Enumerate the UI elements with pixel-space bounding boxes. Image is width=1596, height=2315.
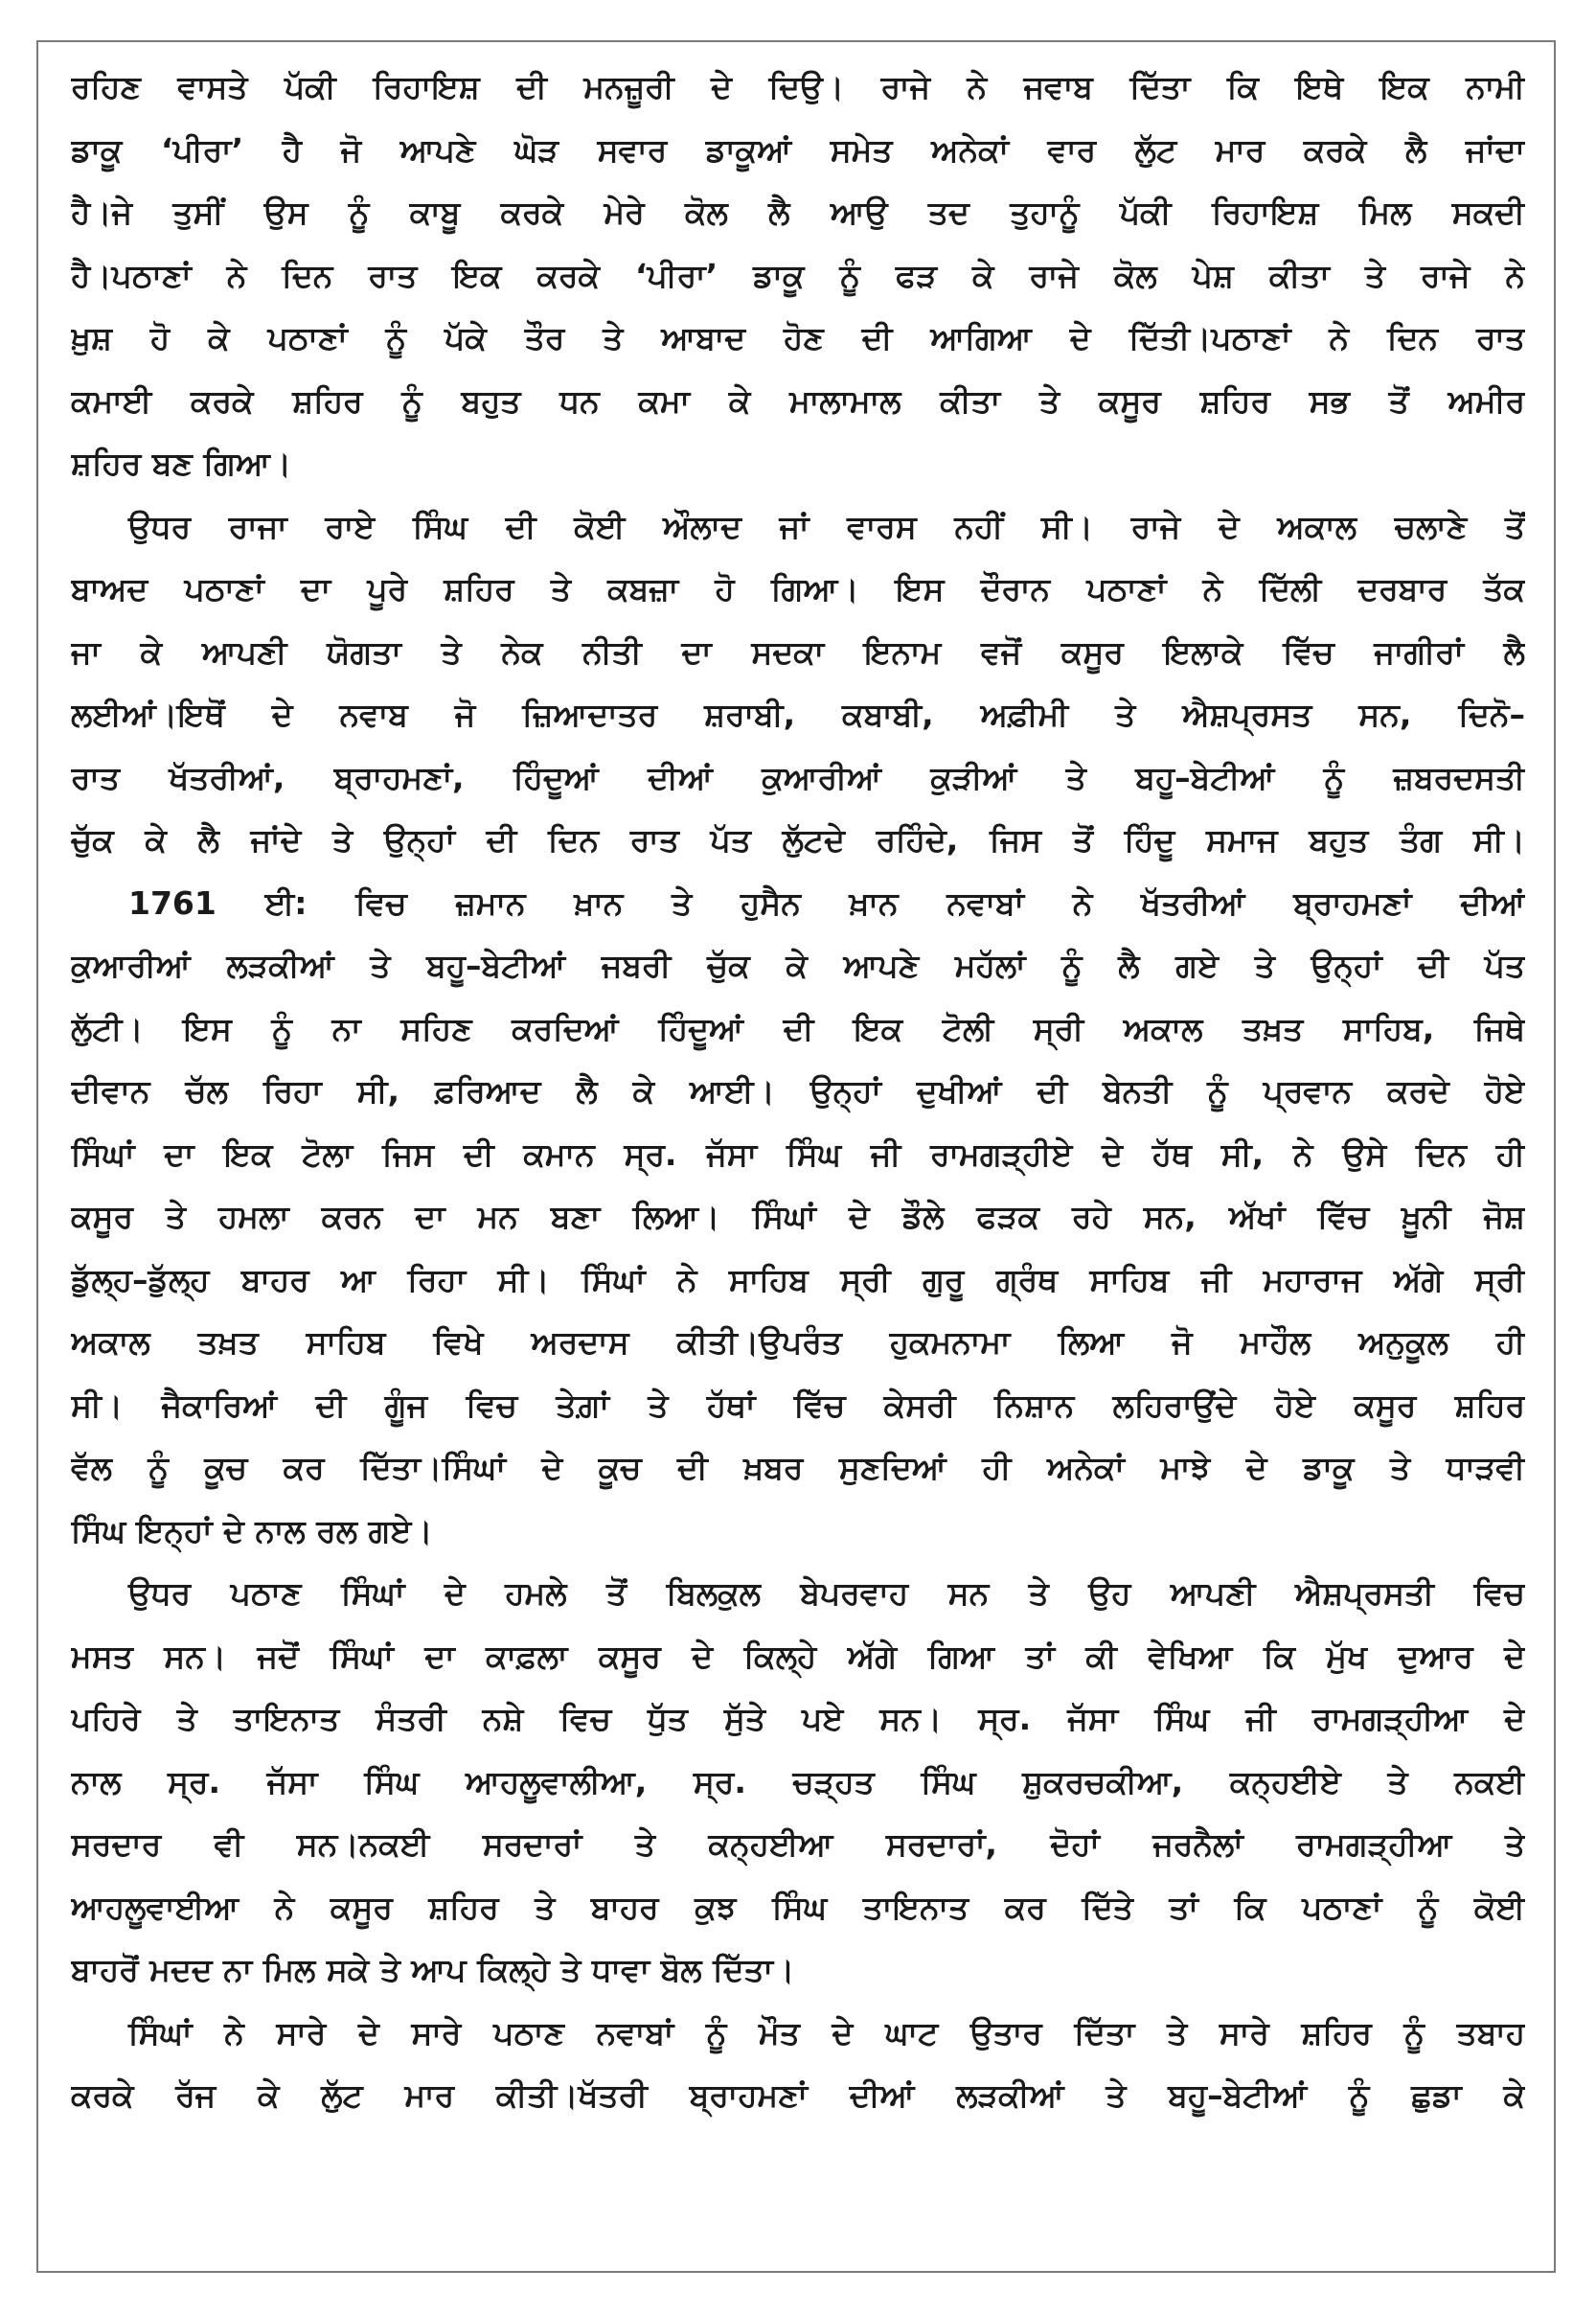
paragraph [71, 872, 1525, 1563]
text-line: ਰਾਤ ਖੱਤਰੀਆਂ, ਬ੍ਰਾਹਮਣਾਂ, ਹਿੰਦੂਆਂ ਦੀਆਂ ਕੁਆਰੀਆਂ ਕੁੜੀਆਂ ਤੇ ਬਹੂ–ਬੇਟੀਆਂ ਨੂੰ ਜ਼ਬਰਦਸਤੀ [71, 758, 1525, 796]
text-line: ਅਕਾਲ ਤਖ਼ਤ ਸਾਹਿਬ ਵਿਖੇ ਅਰਦਾਸ ਕੀਤੀ।ਉਪਰੰਤ ਹੁਕਮਨਾਮਾ ਲਿਆ ਜੋ ਮਾਹੌਲ ਅਨੁਕੂਲ ਹੀ [71, 1323, 1525, 1361]
paragraph [71, 1562, 1525, 2002]
text-line: ਕੁਆਰੀਆਂ ਲੜਕੀਆਂ ਤੇ ਬਹੂ–ਬੇਟੀਆਂ ਜਬਰੀ ਚੁੱਕ ਕੇ ਆਪਣੇ ਮਹੱਲਾਂ ਨੂੰ ਲੈ ਗਏ ਤੇ ਉਨ੍ਹਾਂ ਦੀ ਪੱਤ [71, 947, 1525, 984]
text-line: ਸਿੰਘ ਇਨ੍ਹਾਂ ਦੇ ਨਾਲ ਰਲ ਗਏ। [71, 1511, 433, 1549]
text-line: ਆਹਲੂਵਾਈਆ ਨੇ ਕਸੂਰ ਸ਼ਹਿਰ ਤੇ ਬਾਹਰ ਕੁਝ ਸਿੰਘ ਤਾਇਨਾਤ ਕਰ ਦਿੱਤੇ ਤਾਂ ਕਿ ਪਠਾਣਾਂ ਨੂੰ ਕੋਈ [71, 1888, 1525, 1926]
page-body-text [71, 56, 1525, 2127]
text-line: ਡਾਕੂ ‘ਪੀਰਾ’ ਹੈ ਜੋ ਆਪਣੇ ਘੋੜ ਸਵਾਰ ਡਾਕੂਆਂ ਸਮੇਤ ਅਨੇਕਾਂ ਵਾਰ ਲੁੱਟ ਮਾਰ ਕਰਕੇ ਲੈ ਜਾਂਦਾ [71, 130, 1525, 169]
text-line: 1761 ਈ: ਵਿਚ ਜ਼ਮਾਨ ਖ਼ਾਨ ਤੇ ਹੁਸੈਨ ਖ਼ਾਨ ਨਵਾਬਾਂ ਨੇ ਖੱਤਰੀਆਂ ਬ੍ਰਾਹਮਣਾਂ ਦੀਆਂ [128, 883, 1525, 922]
paragraph [71, 495, 1525, 872]
text-line: ਸ਼ਹਿਰ ਬਣ ਗਿਆ। [71, 445, 292, 482]
text-line: ਚੁੱਕ ਕੇ ਲੈ ਜਾਂਦੇ ਤੇ ਉਨ੍ਹਾਂ ਦੀ ਦਿਨ ਰਾਤ ਪੱਤ ਲੁੱਟਦੇ ਰਹਿੰਦੇ, ਜਿਸ ਤੋਂ ਹਿੰਦੂ ਸਮਾਜ ਬਹੁਤ ਤੰਗ ਸੀ। [71, 821, 1525, 859]
text-line: ਜਾ ਕੇ ਆਪਣੀ ਯੋਗਤਾ ਤੇ ਨੇਕ ਨੀਤੀ ਦਾ ਸਦਕਾ ਇਨਾਮ ਵਜੋਂ ਕਸੂਰ ਇਲਾਕੇ ਵਿੱਚ ਜਾਗੀਰਾਂ ਲੈ [71, 632, 1525, 671]
text-line: ਸਿੰਘਾਂ ਨੇ ਸਾਰੇ ਦੇ ਸਾਰੇ ਪਠਾਣ ਨਵਾਬਾਂ ਨੂੰ ਮੌਤ ਦੇ ਘਾਟ ਉਤਾਰ ਦਿੱਤਾ ਤੇ ਸਾਰੇ ਸ਼ਹਿਰ ਨੂੰ ਤਬਾਹ [128, 2013, 1525, 2051]
text-line: ਪਹਿਰੇ ਤੇ ਤਾਇਨਾਤ ਸੰਤਰੀ ਨਸ਼ੇ ਵਿਚ ਧੁੱਤ ਸੁੱਤੇ ਪਏ ਸਨ। ਸ੍ਰ. ਜੱਸਾ ਸਿੰਘ ਜੀ ਰਾਮਗੜ੍ਹੀਆ ਦੇ [71, 1700, 1525, 1737]
text-line: ਬਾਹਰੋਂ ਮਦਦ ਨਾ ਮਿਲ ਸਕੇ ਤੇ ਆਪ ਕਿਲ੍ਹੇ ਤੇ ਧਾਵਾ ਬੋਲ ਦਿੱਤਾ। [71, 1951, 795, 1988]
text-line: ਰਹਿਣ ਵਾਸਤੇ ਪੱਕੀ ਰਿਹਾਇਸ਼ ਦੀ ਮਨਜ਼ੂਰੀ ਦੇ ਦਿਉ। ਰਾਜੇ ਨੇ ਜਵਾਬ ਦਿੱਤਾ ਕਿ ਇਥੇ ਇਕ ਨਾਮੀ [71, 68, 1525, 105]
text-line: ਲਈਆਂ।ਇਥੋਂ ਦੇ ਨਵਾਬ ਜੋ ਜ਼ਿਆਦਾਤਰ ਸ਼ਰਾਬੀ, ਕਬਾਬੀ, ਅਫ਼ੀਮੀ ਤੇ ਐਸ਼ਪ੍ਰਸਤ ਸਨ, ਦਿਨੋ– [71, 696, 1525, 733]
text-line: ਹੈ।ਜੇ ਤੁਸੀਂ ਉਸ ਨੂੰ ਕਾਬੂ ਕਰਕੇ ਮੇਰੇ ਕੋਲ ਲੈ ਆਉ ਤਦ ਤੁਹਾਨੂੰ ਪੱਕੀ ਰਿਹਾਇਸ਼ ਮਿਲ ਸਕਦੀ [71, 194, 1525, 231]
text-line: ਕਮਾਈ ਕਰਕੇ ਸ਼ਹਿਰ ਨੂੰ ਬਹੁਤ ਧਨ ਕਮਾ ਕੇ ਮਾਲਾਮਾਲ ਕੀਤਾ ਤੇ ਕਸੂਰ ਸ਼ਹਿਰ ਸਭ ਤੋਂ ਅਮੀਰ [71, 381, 1525, 420]
text-line: ਉਧਰ ਰਾਜਾ ਰਾਏ ਸਿੰਘ ਦੀ ਕੋਈ ਔਲਾਦ ਜਾਂ ਵਾਰਸ ਨਹੀਂ ਸੀ। ਰਾਜੇ ਦੇ ਅਕਾਲ ਚਲਾਣੇ ਤੋਂ [128, 507, 1525, 545]
text-line: ਕਸੂਰ ਤੇ ਹਮਲਾ ਕਰਨ ਦਾ ਮਨ ਬਣਾ ਲਿਆ। ਸਿੰਘਾਂ ਦੇ ਡੌਲੇ ਫੜਕ ਰਹੇ ਸਨ, ਅੱਖਾਂ ਵਿੱਚ ਖ਼ੂਨੀ ਜੋਸ਼ [71, 1198, 1525, 1235]
text-line: ਸਿੰਘਾਂ ਦਾ ਇਕ ਟੋਲਾ ਜਿਸ ਦੀ ਕਮਾਨ ਸ੍ਰ. ਜੱਸਾ ਸਿੰਘ ਜੀ ਰਾਮਗੜ੍ਹੀਏ ਦੇ ਹੱਥ ਸੀ, ਨੇ ਉਸੇ ਦਿਨ ਹੀ [71, 1135, 1525, 1173]
text-line: ਲੁੱਟੀ। ਇਸ ਨੂੰ ਨਾ ਸਹਿਣ ਕਰਦਿਆਂ ਹਿੰਦੂਆਂ ਦੀ ਇਕ ਟੋਲੀ ਸ੍ਰੀ ਅਕਾਲ ਤਖ਼ਤ ਸਾਹਿਬ, ਜਿਥੇ [71, 1009, 1525, 1047]
text-line: ਦੀਵਾਨ ਚੱਲ ਰਿਹਾ ਸੀ, ਫ਼ਰਿਆਦ ਲੈ ਕੇ ਆਈ। ਉਨ੍ਹਾਂ ਦੁਖੀਆਂ ਦੀ ਬੇਨਤੀ ਨੂੰ ਪ੍ਰਵਾਨ ਕਰਦੇ ਹੋਏ [71, 1072, 1525, 1110]
text-line: ਖ਼ੁਸ਼ ਹੋ ਕੇ ਪਠਾਣਾਂ ਨੂੰ ਪੱਕੇ ਤੌਰ ਤੇ ਆਬਾਦ ਹੋਣ ਦੀ ਆਗਿਆ ਦੇ ਦਿੱਤੀ।ਪਠਾਣਾਂ ਨੇ ਦਿਨ ਰਾਤ [71, 319, 1525, 356]
text-line: ਸੀ। ਜੈਕਾਰਿਆਂ ਦੀ ਗੂੰਜ ਵਿਚ ਤੇਗ਼ਾਂ ਤੇ ਹੱਥਾਂ ਵਿੱਚ ਕੇਸਰੀ ਨਿਸ਼ਾਨ ਲਹਿਰਾਉਂਦੇ ਹੋਏ ਕਸੂਰ ਸ਼ਹਿਰ [71, 1386, 1525, 1424]
text-line: ਡੁੱਲ੍ਹ–ਡੁੱਲ੍ਹ ਬਾਹਰ ਆ ਰਿਹਾ ਸੀ। ਸਿੰਘਾਂ ਨੇ ਸਾਹਿਬ ਸ੍ਰੀ ਗੁਰੂ ਗ੍ਰੰਥ ਸਾਹਿਬ ਜੀ ਮਹਾਰਾਜ ਅੱਗੇ ਸ੍ਰੀ [71, 1260, 1525, 1298]
text-line: ਨਾਲ ਸ੍ਰ. ਜੱਸਾ ਸਿੰਘ ਆਹਲੂਵਾਲੀਆ, ਸ੍ਰ. ਚੜ੍ਹਤ ਸਿੰਘ ਸ਼ੁਕਰਚਕੀਆ, ਕਨ੍ਹਈਏ ਤੇ ਨਕਈ [71, 1762, 1525, 1800]
text-line: ਉਧਰ ਪਠਾਣ ਸਿੰਘਾਂ ਦੇ ਹਮਲੇ ਤੋਂ ਬਿਲਕੁਲ ਬੇਪਰਵਾਹ ਸਨ ਤੇ ਉਹ ਆਪਣੀ ਐਸ਼ਪ੍ਰਸਤੀ ਵਿਚ [128, 1574, 1525, 1612]
text-line: ਬਾਅਦ ਪਠਾਣਾਂ ਦਾ ਪੂਰੇ ਸ਼ਹਿਰ ਤੇ ਕਬਜ਼ਾ ਹੋ ਗਿਆ। ਇਸ ਦੌਰਾਨ ਪਠਾਣਾਂ ਨੇ ਦਿੱਲੀ ਦਰਬਾਰ ਤੱਕ [71, 570, 1525, 607]
text-line: ਹੈ।ਪਠਾਣਾਂ ਨੇ ਦਿਨ ਰਾਤ ਇਕ ਕਰਕੇ ‘ਪੀਰਾ’ ਡਾਕੂ ਨੂੰ ਫੜ ਕੇ ਰਾਜੇ ਕੋਲ ਪੇਸ਼ ਕੀਤਾ ਤੇ ਰਾਜੇ ਨੇ [71, 256, 1525, 294]
text-line: ਸਰਦਾਰ ਵੀ ਸਨ।ਨਕਈ ਸਰਦਾਰਾਂ ਤੇ ਕਨ੍ਹਈਆ ਸਰਦਾਰਾਂ, ਦੋਹਾਂ ਜਰਨੈਲਾਂ ਰਾਮਗੜ੍ਹੀਆ ਤੇ [71, 1825, 1525, 1863]
paragraph [71, 2002, 1525, 2127]
text-line: ਕਰਕੇ ਰੱਜ ਕੇ ਲੁੱਟ ਮਾਰ ਕੀਤੀ।ਖੱਤਰੀ ਬ੍ਰਾਹਮਣਾਂ ਦੀਆਂ ਲੜਕੀਆਂ ਤੇ ਬਹੂ–ਬੇਟੀਆਂ ਨੂੰ ਛੁਡਾ ਕੇ [71, 2076, 1525, 2114]
text-line: ਵੱਲ ਨੂੰ ਕੂਚ ਕਰ ਦਿੱਤਾ।ਸਿੰਘਾਂ ਦੇ ਕੂਚ ਦੀ ਖ਼ਬਰ ਸੁਣਦਿਆਂ ਹੀ ਅਨੇਕਾਂ ਮਾਝੇ ਦੇ ਡਾਕੂ ਤੇ ਧਾੜਵੀ [71, 1449, 1525, 1486]
paragraph [71, 56, 1525, 495]
text-line: ਮਸਤ ਸਨ। ਜਦੋਂ ਸਿੰਘਾਂ ਦਾ ਕਾਫ਼ਲਾ ਕਸੂਰ ਦੇ ਕਿਲ੍ਹੇ ਅੱਗੇ ਗਿਆ ਤਾਂ ਕੀ ਵੇਖਿਆ ਕਿ ਮੁੱਖ ਦੁਆਰ ਦੇ [71, 1637, 1525, 1675]
